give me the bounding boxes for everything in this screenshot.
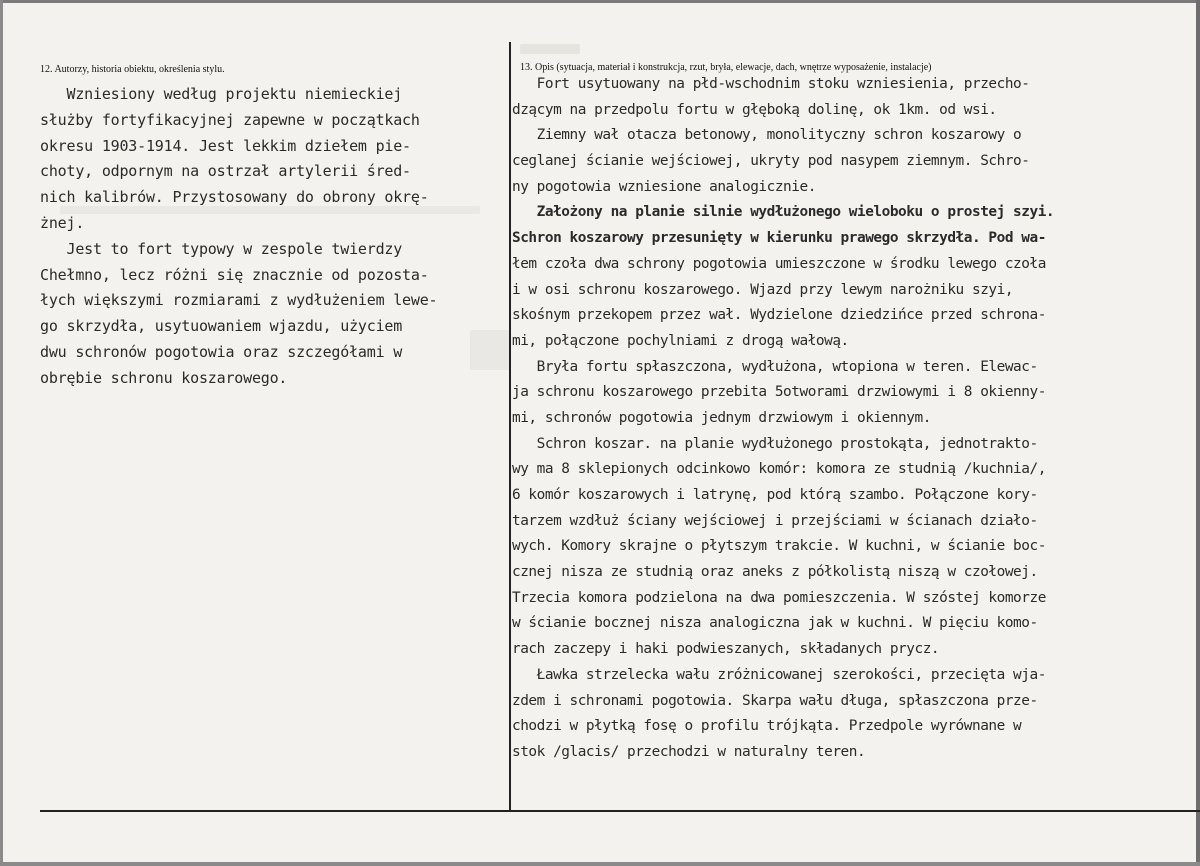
text-line: chodzi w płytką fosę o profilu trójkąta. Przedpole wyrównane w bbox=[512, 718, 1022, 735]
text-line: nich kalibrów. Przystosowany do obrony okrę- bbox=[40, 188, 429, 207]
text-line: rach zaczepy i haki podwieszanych, składanych prycz. bbox=[512, 641, 940, 658]
text-line: okresu 1903-1914. Jest lekkim dziełem pie- bbox=[40, 136, 411, 155]
section-13-heading: 13. Opis (sytuacja, materiał i konstrukcja, rzut, bryła, elewacje, dach, wnętrze wyposażenie, instalacje) bbox=[520, 62, 932, 73]
text-line: tarzem wzdłuż ściany wejściowej i przejściami w ścianach działo- bbox=[512, 512, 1038, 529]
text-line: Fort usytuowany na płd-wschodnim stoku wzniesienia, przecho- bbox=[512, 76, 1030, 92]
text-line: zdem i schronami pogotowia. Skarpa wału długa, spłaszczona prze- bbox=[512, 692, 1038, 709]
text-line: 6 komór koszarowych i latrynę, pod którą szambo. Połączone kory- bbox=[512, 487, 1038, 503]
bottom-rule bbox=[40, 810, 1200, 812]
text-line: służby fortyfikacyjnej zapewne w początkach bbox=[40, 110, 420, 129]
text-line: mi, schronów pogotowia jednym drzwiowym i okiennym. bbox=[512, 409, 931, 426]
text-line: Chełmno, lecz różni się znacznie od pozosta- bbox=[40, 265, 429, 284]
text-line: dwu schronów pogotowia oraz szczegółami w bbox=[40, 342, 403, 361]
text-line: mi, połączone pochylniami z drogą wałową. bbox=[512, 332, 849, 349]
text-line: skośnym przekopem przez wał. Wydzielone dziedzińce przed schrona- bbox=[512, 307, 1046, 324]
text-line: Trzecia komora podzielona na dwa pomieszczenia. W szóstej komorze bbox=[512, 589, 1046, 606]
text-line: go skrzydła, usytuowaniem wjazdu, użyciem bbox=[40, 317, 403, 336]
carbon-smudge bbox=[520, 44, 580, 54]
page-edge-right bbox=[1196, 0, 1200, 866]
text-line: Ziemny wał otacza betonowy, monolityczny schron koszarowy o bbox=[512, 127, 1022, 144]
text-line: Bryła fortu spłaszczona, wydłużona, wtopiona w teren. Elewac- bbox=[512, 358, 1038, 375]
section-13-text bbox=[512, 72, 1196, 766]
text-line: Schron koszar. na planie wydłużonego prostokąta, jednotrakto- bbox=[512, 435, 1038, 452]
text-line: Schron koszarowy przesunięty w kierunku prawego skrzydła. Pod wa- bbox=[512, 230, 1046, 247]
text-line: cznej nisza ze studnią oraz aneks z półkolistą niszą w czołowej. bbox=[512, 564, 1038, 581]
text-line: żnej. bbox=[40, 213, 85, 232]
column-divider bbox=[509, 42, 511, 812]
text-line: łem czoła dwa schrony pogotowia umieszczone w środku lewego czoła bbox=[512, 255, 1046, 272]
page-edge-left bbox=[0, 0, 3, 866]
page-edge-top bbox=[0, 0, 1200, 3]
text-line: ja schronu koszarowego przebita 5otworami drzwiowymi i 8 okienny- bbox=[512, 384, 1046, 401]
text-line: obrębie schronu koszarowego. bbox=[40, 368, 288, 387]
text-line: Wzniesiony według projektu niemieckiej bbox=[40, 85, 403, 103]
text-line: Ławka strzelecka wału zróżnicowanej szerokości, przecięta wja- bbox=[512, 666, 1046, 683]
text-line: choty, odpornym na ostrzał artylerii śred- bbox=[40, 162, 411, 181]
text-line: wych. Komory skrajne o płytszym trakcie. W kuchni, w ścianie boc- bbox=[512, 538, 1046, 555]
section-12-text bbox=[40, 82, 505, 392]
text-line: dzącym na przedpolu fortu w głęboką dolinę, ok 1km. od wsi. bbox=[512, 101, 997, 118]
text-line: łych większymi rozmiarami z wydłużeniem lewe- bbox=[40, 291, 438, 310]
text-line: w ścianie bocznej nisza analogiczna jak w kuchni. W pięciu komo- bbox=[512, 615, 1038, 632]
text-line: ceglanej ścianie wejściowej, ukryty pod nasypem ziemnym. Schro- bbox=[512, 153, 1030, 170]
text-line: ny pogotowia wzniesione analogicznie. bbox=[512, 178, 816, 195]
text-line: Założony na planie silnie wydłużonego wieloboku o prostej szyi. bbox=[512, 204, 1055, 221]
text-line: stok /glacis/ przechodzi w naturalny teren. bbox=[512, 743, 866, 760]
text-line: wy ma 8 sklepionych odcinkowo komór: komora ze studnią /kuchnia/, bbox=[512, 461, 1046, 478]
text-line: Jest to fort typowy w zespole twierdzy bbox=[40, 239, 403, 258]
page-edge-bottom bbox=[0, 862, 1200, 866]
text-line: i w osi schronu koszarowego. Wjazd przy lewym narożniku szyi, bbox=[512, 281, 1014, 298]
section-12-heading: 12. Autorzy, historia obiektu, określenia stylu. bbox=[40, 64, 225, 75]
